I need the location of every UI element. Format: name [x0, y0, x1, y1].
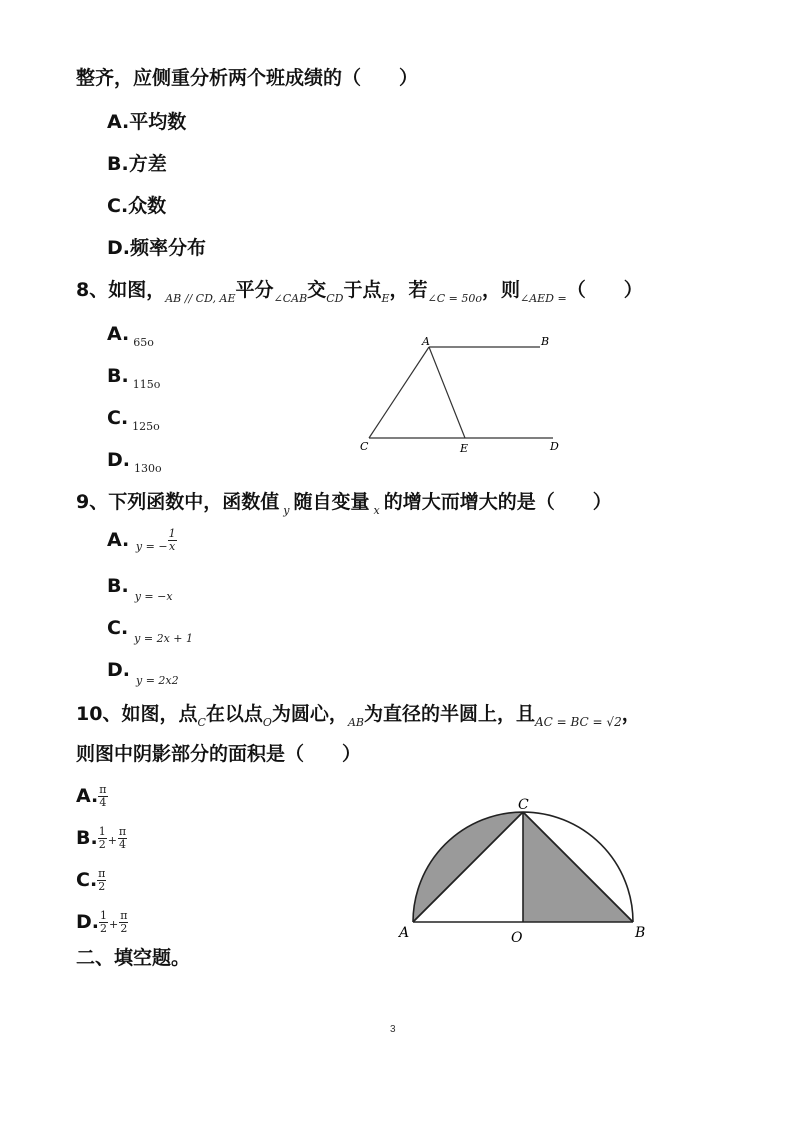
option-label: D. [107, 449, 130, 471]
q10-option-c [76, 868, 106, 893]
label-c: C [360, 440, 369, 453]
label-o: O [511, 930, 523, 946]
page-number: 3 [390, 1024, 396, 1035]
q10-option-d [76, 910, 128, 937]
option-label: B. [76, 827, 98, 849]
q10-text: ， [621, 703, 641, 725]
fraction-numerator: π [99, 783, 107, 796]
fraction [119, 910, 128, 935]
q10-stem-line2: 则图中阴影部分的面积是（ ） [76, 743, 362, 765]
option-label: A. [107, 529, 130, 551]
option-label: A. [107, 323, 130, 345]
option-value: 65o [133, 336, 154, 349]
q10-figure [395, 795, 655, 947]
q9-text: 随自变量 [293, 491, 370, 513]
option-value: 115o [132, 378, 161, 391]
fraction [99, 910, 108, 935]
fraction-numerator: 1 [168, 527, 176, 540]
line-ac [369, 347, 429, 438]
label-a: A [422, 335, 430, 348]
q8-text: ，则 [481, 279, 520, 301]
option-value: 130o [134, 462, 162, 475]
q9-option-b [107, 574, 173, 609]
fraction [168, 528, 177, 553]
fraction-denominator: x [168, 540, 176, 553]
fraction-numerator: π [98, 867, 106, 880]
q10-number: 10、如图，点 [76, 703, 198, 725]
q8-segment-cd: CD [326, 292, 344, 305]
option-label: C. [107, 617, 129, 639]
option-label: C. [76, 869, 98, 891]
q7-option-d: D.频率分布 [107, 237, 206, 259]
option-expr: y = − [135, 540, 168, 553]
fraction [98, 826, 107, 851]
option-label: D. [76, 911, 99, 933]
q9-option-c [107, 616, 193, 651]
q10-text: 为圆心， [271, 703, 348, 725]
option-value: 125o [132, 420, 160, 433]
label-b: B [635, 925, 646, 941]
option-value: y = 2x2 [136, 674, 179, 687]
q9-text: 的增大而增大的是（ ） [383, 491, 612, 513]
q8-text: 交 [307, 279, 327, 301]
q10-option-a [76, 784, 108, 809]
option-label: B. [107, 575, 129, 597]
q8-text: ，若 [389, 279, 428, 301]
q7-option-c: C.众数 [107, 195, 167, 217]
q10-diameter-ab: AB [347, 716, 364, 729]
q9-stem [76, 490, 612, 523]
q8-angle-c: ∠C = 50o [427, 292, 482, 305]
q10-expr: AC = BC = √2 [534, 715, 622, 729]
q9-var-x: x [373, 504, 380, 517]
fraction-numerator: 1 [98, 825, 106, 838]
fraction-numerator: 1 [100, 909, 107, 922]
fraction-denominator: 2 [98, 838, 106, 851]
option-value: y = 2x + 1 [134, 632, 194, 645]
fraction [97, 868, 106, 893]
q8-point-e: E [381, 292, 390, 305]
fraction-denominator: 4 [119, 838, 127, 851]
line-ae [429, 347, 465, 438]
fraction [98, 784, 107, 809]
section-heading: 二、填空题。 [76, 947, 191, 969]
q8-option-d [107, 448, 162, 481]
q8-option-c [107, 406, 160, 439]
q10-text: 为直径的半圆上，且 [363, 703, 535, 725]
q10-text: 在以点 [205, 703, 263, 725]
fraction-denominator: 2 [120, 922, 128, 935]
q7-option-b: B.方差 [107, 153, 167, 175]
q8-number: 8、如图， [76, 279, 166, 301]
fraction [118, 826, 127, 851]
q8-angle-cab: ∠CAB [273, 292, 308, 305]
q8-angle-aed: ∠AED = [519, 292, 567, 305]
label-c: C [518, 797, 529, 813]
fraction-denominator: 2 [98, 880, 106, 893]
q9-var-y: y [283, 504, 290, 517]
q10-stem-line1 [76, 702, 641, 735]
label-a: A [399, 925, 410, 941]
q8-figure [355, 330, 570, 458]
label-b: B [541, 335, 550, 348]
q7-continuation: 整齐，应侧重分析两个班成绩的（ ） [76, 67, 419, 89]
q9-option-a [107, 528, 177, 559]
option-label: A. [76, 785, 99, 807]
q8-text: 于点 [343, 279, 382, 301]
q10-option-b [76, 826, 127, 853]
q8-option-a [107, 322, 154, 355]
q9-option-d [107, 658, 179, 693]
q8-stem [76, 278, 643, 311]
fraction-denominator: 2 [100, 922, 107, 935]
q9-number: 9、下列函数中，函数值 [76, 491, 280, 513]
label-d: D [550, 440, 559, 453]
q8-expr-parallel: AB // CD, AE [165, 292, 236, 305]
fraction-numerator: π [120, 909, 128, 922]
q7-option-a: A.平均数 [107, 111, 187, 133]
q10-point-o: O [262, 716, 272, 729]
q8-text: （ ） [566, 279, 643, 301]
fraction-numerator: π [118, 825, 127, 838]
option-label: C. [107, 407, 129, 429]
option-label: B. [107, 365, 129, 387]
option-label: D. [107, 659, 130, 681]
q10-point-c: C [197, 716, 206, 729]
fraction-denominator: 4 [99, 796, 107, 809]
q8-option-b [107, 364, 160, 397]
option-value: y = −x [134, 590, 173, 603]
label-e: E [460, 442, 469, 455]
plus-sign: + [109, 918, 119, 931]
plus-sign: + [107, 834, 117, 847]
q8-text: 平分 [235, 279, 274, 301]
